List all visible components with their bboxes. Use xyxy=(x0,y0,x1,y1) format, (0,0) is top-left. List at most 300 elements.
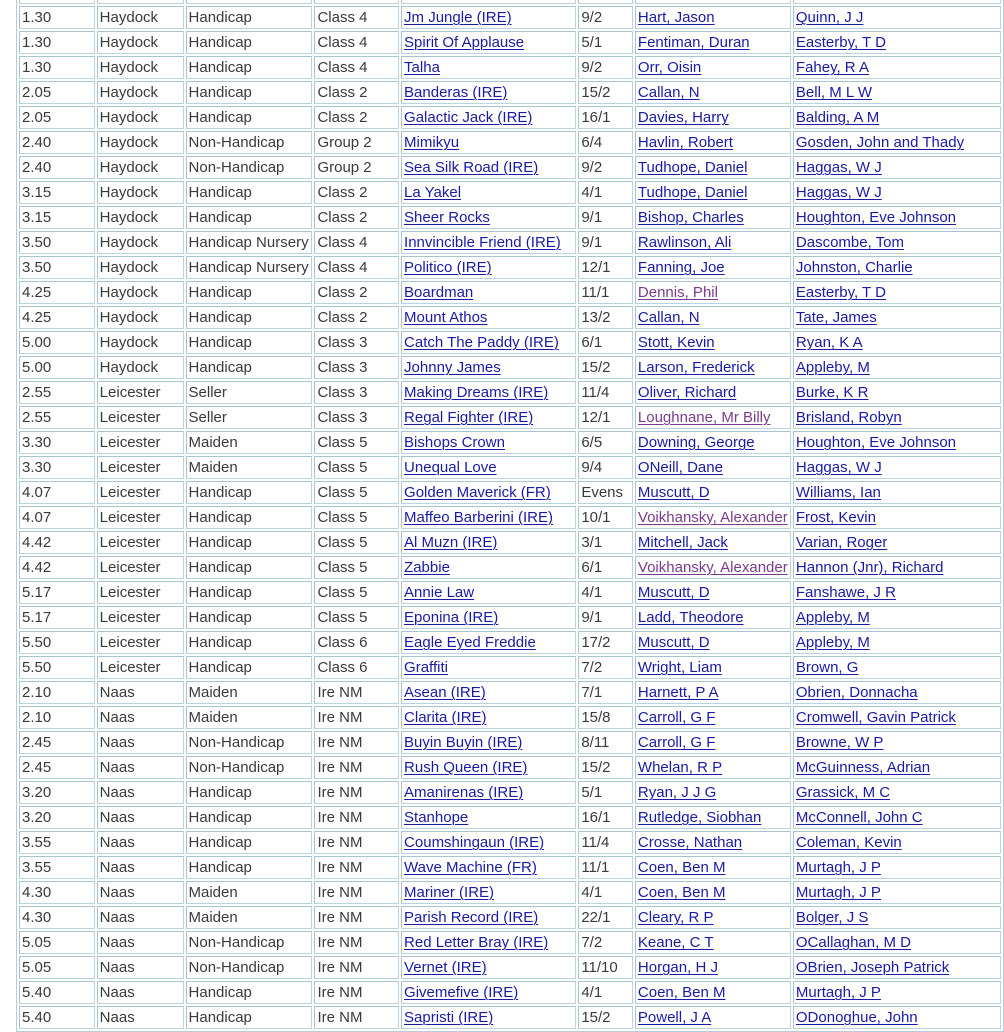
race-type-cell xyxy=(186,956,313,979)
horse-link[interactable]: Mariner (IRE) xyxy=(404,884,495,901)
jockey-cell xyxy=(635,806,791,829)
race-class: Class 2 xyxy=(317,84,368,101)
trainer-link[interactable]: Bolger, J S xyxy=(795,909,869,926)
trainer-link[interactable]: Houghton, Eve Johnson xyxy=(795,209,957,226)
race-class: Class 2 xyxy=(317,309,368,326)
trainer-link[interactable]: Obrien, Donnacha xyxy=(795,684,918,701)
jockey-link[interactable]: Hart, Jason xyxy=(637,9,715,26)
jockey-link[interactable]: Coen, Ben M xyxy=(637,984,726,1001)
horse-link[interactable]: Talha xyxy=(404,59,440,76)
race-type-cell xyxy=(186,456,313,479)
race-type-cell xyxy=(186,706,313,729)
race-type: Handicap xyxy=(188,59,252,76)
race-class: Ire NM xyxy=(317,809,363,826)
horse-link[interactable]: Mount Athos xyxy=(404,309,488,326)
course-name: Naas xyxy=(99,759,135,776)
course-name: Haydock xyxy=(99,159,159,176)
race-type: Handicap xyxy=(188,634,252,651)
jockey-link[interactable]: Callan, N xyxy=(637,84,700,101)
trainer-cell xyxy=(793,481,1001,504)
race-type: Maiden xyxy=(188,884,238,901)
trainer-link[interactable]: Cromwell, Gavin Patrick xyxy=(795,709,956,726)
course-name: Haydock xyxy=(99,59,159,76)
table-row xyxy=(19,931,1001,954)
trainer-cell xyxy=(793,31,1001,54)
race-type-cell xyxy=(186,781,313,804)
course-cell xyxy=(97,181,184,204)
course-cell xyxy=(97,706,184,729)
race-class-cell xyxy=(314,306,399,329)
trainer-cell xyxy=(793,106,1001,129)
odds: Evens xyxy=(581,484,624,501)
jockey-link[interactable]: Harnett, P A xyxy=(637,684,719,701)
jockey-link[interactable]: Coen, Ben M xyxy=(637,884,726,901)
trainer-link[interactable]: Grassick, M C xyxy=(795,784,891,801)
race-time: 3.20 xyxy=(22,809,52,826)
race-type-cell xyxy=(186,681,313,704)
race-class: Class 4 xyxy=(317,9,368,26)
race-type-cell xyxy=(186,306,313,329)
jockey-link[interactable]: Tudhope, Daniel xyxy=(637,184,748,201)
race-class-cell xyxy=(314,881,399,904)
race-class: Class 2 xyxy=(317,109,368,126)
horse-link[interactable]: Eagle Eyed Freddie xyxy=(404,634,536,651)
horse-link[interactable]: Sea Silk Road (IRE) xyxy=(404,159,539,176)
jockey-link[interactable]: Mitchell, Jack xyxy=(637,534,728,551)
course-name: Leicester xyxy=(99,659,161,676)
race-time: 2.45 xyxy=(22,759,52,776)
trainer-cell xyxy=(793,506,1001,529)
race-class: Class 2 xyxy=(317,284,368,301)
odds: 9/2 xyxy=(581,159,603,176)
jockey-link[interactable]: Havlin, Robert xyxy=(637,134,733,151)
trainer-link[interactable]: Tate, James xyxy=(795,309,877,326)
table-row xyxy=(19,181,1001,204)
course-cell xyxy=(97,256,184,279)
race-class: Class 4 xyxy=(317,259,368,276)
jockey-link[interactable]: Voikhansky, Alexander xyxy=(637,559,788,576)
race-type: Handicap Nursery xyxy=(188,234,309,251)
trainer-cell xyxy=(793,706,1001,729)
horse-link[interactable]: Zabbie xyxy=(404,559,450,576)
horse-link[interactable]: Sapristi (IRE) xyxy=(404,1009,494,1026)
trainer-link[interactable]: OBrien, Joseph Patrick xyxy=(795,959,950,976)
race-type-cell xyxy=(186,131,313,154)
horse-link[interactable]: Wave Machine (FR) xyxy=(404,859,537,876)
race-class-cell xyxy=(314,356,399,379)
course-cell xyxy=(97,881,184,904)
jockey-link[interactable]: Carroll, G F xyxy=(637,734,716,751)
table-row xyxy=(19,6,1001,29)
trainer-link[interactable]: Appleby, M xyxy=(795,609,870,626)
race-type: Handicap xyxy=(188,1009,252,1026)
trainer-link[interactable]: Murtagh, J P xyxy=(795,884,881,901)
race-type: Handicap xyxy=(188,509,252,526)
race-class-cell xyxy=(314,281,399,304)
horse-link[interactable]: Eponina (IRE) xyxy=(404,609,499,626)
race-type-cell xyxy=(186,606,313,629)
trainer-link[interactable]: Browne, W P xyxy=(795,734,884,751)
horse-link[interactable]: Vernet (IRE) xyxy=(404,959,487,976)
trainer-link[interactable]: McConnell, John C xyxy=(795,809,923,826)
race-time: 2.05 xyxy=(22,84,52,101)
table-row xyxy=(19,731,1001,754)
table-row xyxy=(19,381,1001,404)
race-class-cell xyxy=(314,331,399,354)
race-time: 3.50 xyxy=(22,234,52,251)
race-type-cell xyxy=(186,481,313,504)
jockey-link[interactable]: Rawlinson, Ali xyxy=(637,234,732,251)
course-cell xyxy=(97,281,184,304)
trainer-link[interactable]: Burke, K R xyxy=(795,384,869,401)
trainer-link[interactable]: Haggas, W J xyxy=(795,459,882,476)
trainer-link[interactable]: Appleby, M xyxy=(795,634,870,651)
horse-link[interactable]: Stanhope xyxy=(404,809,469,826)
race-class-cell xyxy=(314,381,399,404)
horse-cell xyxy=(401,331,576,354)
trainer-cell xyxy=(793,256,1001,279)
trainer-link[interactable]: Houghton, Eve Johnson xyxy=(795,434,957,451)
jockey-cell xyxy=(635,956,791,979)
jockey-link[interactable]: Horgan, H J xyxy=(637,959,718,976)
horse-cell xyxy=(401,456,576,479)
trainer-link[interactable]: Haggas, W J xyxy=(795,159,882,176)
horse-link[interactable]: Sheer Rocks xyxy=(404,209,490,226)
horse-link[interactable]: Annie Law xyxy=(404,584,475,601)
course-cell xyxy=(97,56,184,79)
race-class: Class 6 xyxy=(317,659,368,676)
jockey-link[interactable]: Oliver, Richard xyxy=(637,384,737,401)
jockey-link[interactable]: Crosse, Nathan xyxy=(637,834,743,851)
table-row xyxy=(19,631,1001,654)
jockey-link[interactable]: Ryan, J J G xyxy=(637,784,717,801)
jockey-link[interactable]: Bishop, Charles xyxy=(637,209,744,226)
jockey-link[interactable]: Voikhansky, Alexander xyxy=(637,509,788,526)
race-class-cell xyxy=(314,831,399,854)
horse-link[interactable]: Givemefive (IRE) xyxy=(404,984,519,1001)
racecard-table-body xyxy=(19,0,1001,1029)
horse-link[interactable]: Boardman xyxy=(404,284,474,301)
odds: 7/1 xyxy=(581,684,603,701)
race-time: 5.05 xyxy=(22,959,52,976)
horse-link[interactable]: Johnny James xyxy=(404,359,501,376)
trainer-link[interactable]: Easterby, T D xyxy=(795,284,886,301)
trainer-link[interactable]: Williams, Ian xyxy=(795,484,881,501)
jockey-cell xyxy=(635,431,791,454)
race-type-cell xyxy=(186,731,313,754)
race-time: 4.30 xyxy=(22,884,52,901)
odds-cell xyxy=(578,706,633,729)
race-type-cell xyxy=(186,331,313,354)
horse-link[interactable]: Politico (IRE) xyxy=(404,259,492,276)
race-type-cell xyxy=(186,506,313,529)
jockey-cell xyxy=(635,56,791,79)
horse-link[interactable]: Al Muzn (IRE) xyxy=(404,534,498,551)
horse-link[interactable]: Clarita (IRE) xyxy=(404,709,487,726)
jockey-cell xyxy=(635,306,791,329)
race-time-cell xyxy=(19,556,95,579)
jockey-link[interactable]: Fanning, Joe xyxy=(637,259,725,276)
trainer-link[interactable]: Brisland, Robyn xyxy=(795,409,902,426)
race-type: Handicap xyxy=(188,834,252,851)
trainer-link[interactable]: Dascombe, Tom xyxy=(795,234,904,251)
course-cell xyxy=(97,781,184,804)
table-row xyxy=(19,31,1001,54)
jockey-cell xyxy=(635,456,791,479)
race-type-cell xyxy=(186,56,313,79)
jockey-link[interactable]: Keane, C T xyxy=(637,934,714,951)
odds-cell xyxy=(578,831,633,854)
course-name: Haydock xyxy=(99,109,159,126)
race-time: 3.15 xyxy=(22,184,52,201)
trainer-cell xyxy=(793,356,1001,379)
table-row xyxy=(19,81,1001,104)
trainer-link[interactable]: Bell, M L W xyxy=(795,84,873,101)
race-class-cell xyxy=(314,731,399,754)
jockey-cell xyxy=(635,331,791,354)
odds-cell xyxy=(578,31,633,54)
race-class-cell xyxy=(314,756,399,779)
odds: 9/2 xyxy=(581,9,603,26)
course-name: Leicester xyxy=(99,534,161,551)
race-class-cell xyxy=(314,431,399,454)
jockey-link[interactable]: Dennis, Phil xyxy=(637,284,718,301)
horse-link[interactable]: Amanirenas (IRE) xyxy=(404,784,524,801)
horse-link[interactable]: Buyin Buyin (IRE) xyxy=(404,734,523,751)
trainer-cell xyxy=(793,381,1001,404)
race-class: Class 3 xyxy=(317,334,368,351)
odds: 15/2 xyxy=(581,359,611,376)
jockey-cell xyxy=(635,831,791,854)
course-name: Naas xyxy=(99,784,135,801)
race-time: 3.55 xyxy=(22,834,52,851)
trainer-link[interactable]: Gosden, John and Thady xyxy=(795,134,965,151)
racecard-table-container xyxy=(16,0,1004,1032)
odds: 22/1 xyxy=(581,909,611,926)
race-class: Group 2 xyxy=(317,134,372,151)
jockey-link[interactable]: Tudhope, Daniel xyxy=(637,159,748,176)
trainer-link[interactable]: Ryan, K A xyxy=(795,334,863,351)
trainer-cell xyxy=(793,756,1001,779)
jockey-cell xyxy=(635,606,791,629)
horse-cell xyxy=(401,356,576,379)
horse-link[interactable]: Parish Record (IRE) xyxy=(404,909,539,926)
course-cell xyxy=(97,956,184,979)
jockey-link[interactable]: Muscutt, D xyxy=(637,584,710,601)
odds-cell xyxy=(578,206,633,229)
jockey-link[interactable]: Rutledge, Siobhan xyxy=(637,809,762,826)
horse-cell xyxy=(401,956,576,979)
race-time-cell xyxy=(19,806,95,829)
odds-cell xyxy=(578,556,633,579)
jockey-link[interactable]: Whelan, R P xyxy=(637,759,723,776)
jockey-link[interactable]: Davies, Harry xyxy=(637,109,729,126)
odds: 11/1 xyxy=(581,284,610,301)
jockey-cell xyxy=(635,1006,791,1029)
trainer-link[interactable]: Haggas, W J xyxy=(795,184,882,201)
race-class: Class 4 xyxy=(317,59,368,76)
horse-link[interactable]: Making Dreams (IRE) xyxy=(404,384,549,401)
race-class-cell xyxy=(314,781,399,804)
trainer-cell xyxy=(793,781,1001,804)
course-name: Naas xyxy=(99,734,135,751)
trainer-link[interactable]: Varian, Roger xyxy=(795,534,888,551)
jockey-link[interactable]: Fentiman, Duran xyxy=(637,34,750,51)
jockey-cell xyxy=(635,756,791,779)
trainer-link[interactable]: Frost, Kevin xyxy=(795,509,876,526)
race-class-cell xyxy=(314,681,399,704)
race-type-cell xyxy=(186,156,313,179)
race-time-cell xyxy=(19,406,95,429)
table-row xyxy=(19,231,1001,254)
trainer-link[interactable]: Murtagh, J P xyxy=(795,859,881,876)
course-cell xyxy=(97,681,184,704)
horse-link[interactable]: Golden Maverick (FR) xyxy=(404,484,551,501)
jockey-link[interactable]: Loughnane, Mr Billy xyxy=(637,409,771,426)
horse-link[interactable]: Bishops Crown xyxy=(404,434,505,451)
race-type: Maiden xyxy=(188,684,238,701)
course-name: Naas xyxy=(99,1009,135,1026)
jockey-link[interactable]: Stott, Kevin xyxy=(637,334,715,351)
race-type: Handicap xyxy=(188,484,252,501)
jockey-cell xyxy=(635,906,791,929)
jockey-link[interactable]: Orr, Oisin xyxy=(637,59,702,76)
odds-cell xyxy=(578,906,633,929)
odds: 15/2 xyxy=(581,84,611,101)
horse-link[interactable]: Unequal Love xyxy=(404,459,497,476)
race-time-cell xyxy=(19,181,95,204)
trainer-link[interactable]: Brown, G xyxy=(795,659,859,676)
horse-link[interactable]: Maffeo Barberini (IRE) xyxy=(404,509,553,526)
race-time-cell xyxy=(19,356,95,379)
odds-cell xyxy=(578,381,633,404)
race-type-cell xyxy=(186,381,313,404)
trainer-link[interactable]: OCallaghan, M D xyxy=(795,934,911,951)
jockey-link[interactable]: Wright, Liam xyxy=(637,659,722,676)
jockey-cell xyxy=(635,231,791,254)
horse-link[interactable]: Spirit Of Applause xyxy=(404,34,525,51)
race-class: Class 6 xyxy=(317,634,368,651)
jockey-link[interactable]: Larson, Frederick xyxy=(637,359,755,376)
jockey-link[interactable]: Cleary, R P xyxy=(637,909,714,926)
trainer-link[interactable]: Coleman, Kevin xyxy=(795,834,902,851)
race-time-cell xyxy=(19,131,95,154)
horse-link[interactable]: Asean (IRE) xyxy=(404,684,486,701)
horse-link[interactable]: Jm Jungle (IRE) xyxy=(404,9,512,26)
trainer-link[interactable]: McGuinness, Adrian xyxy=(795,759,931,776)
race-type-cell xyxy=(186,581,313,604)
trainer-link[interactable]: Johnston, Charlie xyxy=(795,259,913,276)
race-time-cell xyxy=(19,831,95,854)
odds-cell xyxy=(578,56,633,79)
course-name: Naas xyxy=(99,834,135,851)
race-type-cell xyxy=(186,531,313,554)
horse-link[interactable]: Regal Fighter (IRE) xyxy=(404,409,534,426)
horse-link[interactable]: Galactic Jack (IRE) xyxy=(404,109,533,126)
odds: 4/1 xyxy=(581,984,603,1001)
course-cell xyxy=(97,6,184,29)
trainer-cell xyxy=(793,131,1001,154)
trainer-cell xyxy=(793,206,1001,229)
race-class: Ire NM xyxy=(317,834,363,851)
horse-link[interactable]: Innvincible Friend (IRE) xyxy=(404,234,561,251)
trainer-link[interactable]: Appleby, M xyxy=(795,359,870,376)
jockey-link[interactable]: Callan, N xyxy=(637,309,700,326)
trainer-cell xyxy=(793,156,1001,179)
race-time: 5.00 xyxy=(22,359,52,376)
course-name: Naas xyxy=(99,684,135,701)
trainer-cell xyxy=(793,906,1001,929)
race-class: Ire NM xyxy=(317,759,363,776)
horse-cell xyxy=(401,581,576,604)
odds: 6/1 xyxy=(581,334,603,351)
horse-link[interactable]: Rush Queen (IRE) xyxy=(404,759,528,776)
horse-link[interactable]: Coumshingaun (IRE) xyxy=(404,834,545,851)
horse-cell xyxy=(401,206,576,229)
race-time: 2.05 xyxy=(22,109,52,126)
horse-cell xyxy=(401,81,576,104)
jockey-link[interactable]: Muscutt, D xyxy=(637,484,710,501)
jockey-link[interactable]: Carroll, G F xyxy=(637,709,716,726)
odds-cell xyxy=(578,656,633,679)
jockey-link[interactable]: ONeill, Dane xyxy=(637,459,723,476)
jockey-cell xyxy=(635,31,791,54)
race-time-cell xyxy=(19,731,95,754)
jockey-link[interactable]: Coen, Ben M xyxy=(637,859,726,876)
trainer-link[interactable]: Balding, A M xyxy=(795,109,880,126)
odds-cell xyxy=(578,456,633,479)
horse-link[interactable]: Red Letter Bray (IRE) xyxy=(404,934,549,951)
horse-cell xyxy=(401,906,576,929)
horse-link[interactable]: La Yakel xyxy=(404,184,462,201)
trainer-link[interactable]: ODonoghue, John xyxy=(795,1009,918,1026)
race-class: Ire NM xyxy=(317,1009,363,1026)
jockey-link[interactable]: Muscutt, D xyxy=(637,634,710,651)
trainer-link[interactable]: Murtagh, J P xyxy=(795,984,881,1001)
race-time: 4.30 xyxy=(22,909,52,926)
jockey-link[interactable]: Downing, George xyxy=(637,434,755,451)
course-cell xyxy=(97,981,184,1004)
horse-link[interactable]: Banderas (IRE) xyxy=(404,84,508,101)
trainer-link[interactable]: Fanshawe, J R xyxy=(795,584,896,601)
race-time: 2.40 xyxy=(22,159,52,176)
horse-link[interactable]: Catch The Paddy (IRE) xyxy=(404,334,559,351)
horse-link[interactable]: Mimikyu xyxy=(404,134,460,151)
course-cell xyxy=(97,631,184,654)
odds: 16/1 xyxy=(581,809,611,826)
trainer-link[interactable]: Fahey, R A xyxy=(795,59,869,76)
race-time-cell xyxy=(19,531,95,554)
jockey-link[interactable]: Powell, J A xyxy=(637,1009,712,1026)
trainer-link[interactable]: Hannon (Jnr), Richard xyxy=(795,559,944,576)
odds: 11/4 xyxy=(581,384,610,401)
jockey-link[interactable]: Ladd, Theodore xyxy=(637,609,744,626)
table-row xyxy=(19,106,1001,129)
horse-cell xyxy=(401,156,576,179)
race-time-cell xyxy=(19,231,95,254)
horse-link[interactable]: Graffiti xyxy=(404,659,448,676)
trainer-link[interactable]: Quinn, J J xyxy=(795,9,864,26)
race-class: Class 5 xyxy=(317,509,368,526)
race-time: 5.00 xyxy=(22,334,52,351)
race-type: Handicap xyxy=(188,309,252,326)
odds: 8/11 xyxy=(581,734,610,751)
race-type: Handicap xyxy=(188,9,252,26)
trainer-link[interactable]: Easterby, T D xyxy=(795,34,886,51)
race-type-cell xyxy=(186,81,313,104)
trainer-cell xyxy=(793,406,1001,429)
course-cell xyxy=(97,156,184,179)
